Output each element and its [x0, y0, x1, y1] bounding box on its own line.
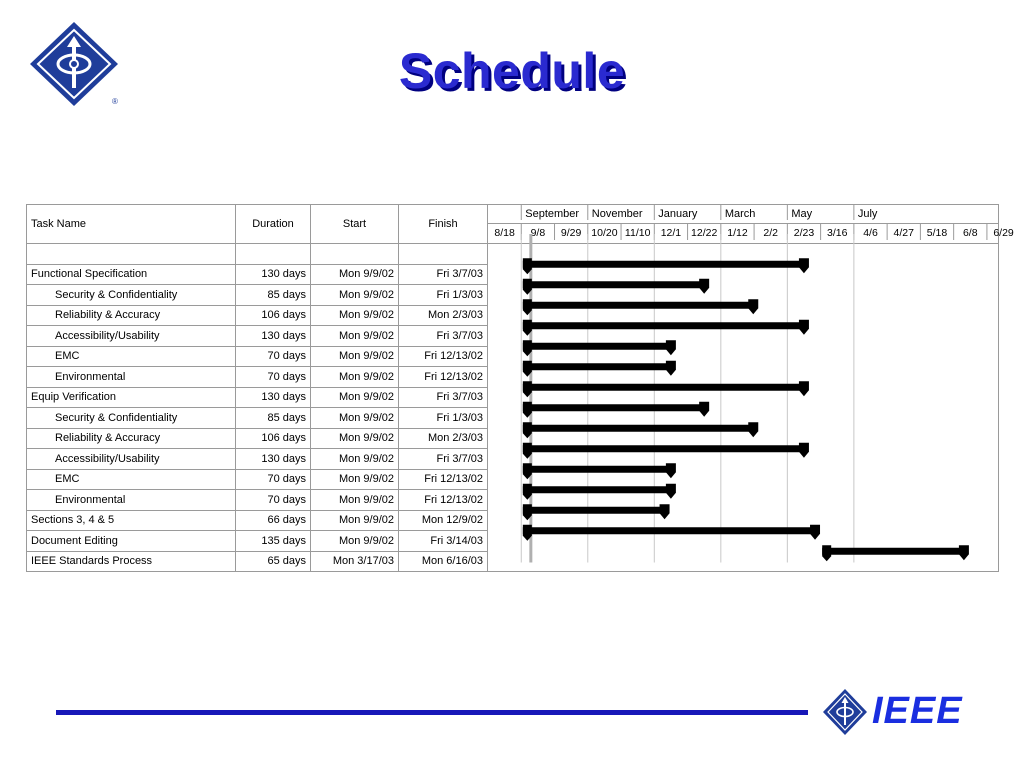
- task-name-cell: Accessibility/Usability: [27, 326, 236, 347]
- week-label: 6/8: [962, 227, 978, 239]
- task-name-cell: Reliability & Accuracy: [27, 305, 236, 326]
- bar-body: [523, 404, 708, 411]
- gantt-bar: [523, 463, 676, 479]
- finish-cell: Mon 12/9/02: [399, 510, 488, 531]
- gantt-bar: [523, 361, 676, 377]
- week-label: 4/6: [863, 227, 878, 239]
- task-name-cell: Functional Specification: [27, 264, 236, 285]
- duration-cell: 70 days: [236, 367, 311, 388]
- week-label: 4/27: [893, 227, 914, 239]
- duration-cell: 85 days: [236, 285, 311, 306]
- week-label: 1/12: [727, 227, 748, 239]
- bar-end-cap: [699, 402, 709, 417]
- bar-end-cap: [959, 545, 969, 560]
- task-name-cell: Reliability & Accuracy: [27, 428, 236, 449]
- gantt-bar: [523, 504, 670, 520]
- start-cell: Mon 3/17/03: [311, 551, 399, 572]
- blank-cell: [399, 244, 488, 265]
- start-cell: Mon 9/9/02: [311, 408, 399, 429]
- bar-end-cap: [799, 258, 809, 273]
- bar-body: [523, 343, 675, 350]
- start-cell: Mon 9/9/02: [311, 367, 399, 388]
- start-cell: Mon 9/9/02: [311, 346, 399, 367]
- bar-body: [523, 486, 675, 493]
- finish-cell: Mon 2/3/03: [399, 428, 488, 449]
- header-duration: Duration: [236, 205, 311, 244]
- week-label: 12/22: [691, 227, 718, 239]
- week-label: 9/8: [530, 227, 546, 239]
- gantt-bar: [523, 299, 758, 315]
- task-name-cell: Accessibility/Usability: [27, 449, 236, 470]
- duration-cell: 130 days: [236, 449, 311, 470]
- gantt-bars: [488, 234, 998, 563]
- task-name-cell: Security & Confidentiality: [27, 408, 236, 429]
- finish-cell: Fri 3/7/03: [399, 264, 488, 285]
- bar-body: [523, 363, 675, 370]
- finish-cell: Fri 12/13/02: [399, 469, 488, 490]
- bar-end-cap: [666, 361, 676, 376]
- start-cell: Mon 9/9/02: [311, 387, 399, 408]
- task-name-cell: EMC: [27, 346, 236, 367]
- gantt-bar: [523, 422, 758, 438]
- duration-cell: 85 days: [236, 408, 311, 429]
- duration-cell: 70 days: [236, 469, 311, 490]
- task-name-cell: IEEE Standards Process: [27, 551, 236, 572]
- gantt-bar: [523, 340, 676, 356]
- finish-cell: Mon 2/3/03: [399, 305, 488, 326]
- start-cell: Mon 9/9/02: [311, 264, 399, 285]
- task-name-cell: Document Editing: [27, 531, 236, 552]
- duration-cell: 130 days: [236, 326, 311, 347]
- duration-cell: 70 days: [236, 346, 311, 367]
- duration-cell: 65 days: [236, 551, 311, 572]
- gantt-bar: [523, 279, 709, 295]
- week-label: 3/16: [827, 227, 848, 239]
- week-label: 2/23: [793, 227, 815, 239]
- month-label: March: [724, 208, 756, 220]
- start-cell: Mon 9/9/02: [311, 428, 399, 449]
- start-cell: Mon 9/9/02: [311, 510, 399, 531]
- duration-cell: 66 days: [236, 510, 311, 531]
- timescale-months: [488, 205, 999, 224]
- footer-rule: [56, 710, 808, 715]
- month-label: September: [525, 208, 580, 220]
- bar-end-cap: [699, 279, 709, 294]
- finish-cell: Fri 3/7/03: [399, 387, 488, 408]
- week-label: 11/10: [624, 227, 651, 239]
- bar-body: [523, 384, 808, 391]
- start-cell: Mon 9/9/02: [311, 305, 399, 326]
- bar-end-cap: [799, 320, 809, 335]
- week-label: 2/2: [763, 227, 779, 239]
- task-name-cell: EMC: [27, 469, 236, 490]
- bar-body: [523, 527, 819, 534]
- finish-cell: Fri 1/3/03: [399, 408, 488, 429]
- duration-cell: 70 days: [236, 490, 311, 511]
- bar-body: [523, 466, 675, 473]
- task-name-cell: Environmental: [27, 490, 236, 511]
- registered-mark: ®: [112, 97, 118, 106]
- blank-cell: [27, 244, 236, 265]
- bar-end-cap: [810, 525, 820, 540]
- timescale-months-svg: [488, 205, 998, 220]
- bar-body: [523, 281, 708, 288]
- bar-end-cap: [666, 463, 676, 478]
- finish-cell: Fri 3/7/03: [399, 449, 488, 470]
- month-label: May: [791, 208, 813, 220]
- page-title: Schedule: [398, 43, 626, 99]
- start-cell: Mon 9/9/02: [311, 469, 399, 490]
- month-label: July: [857, 208, 878, 220]
- bar-body: [523, 322, 808, 329]
- finish-cell: Fri 3/7/03: [399, 326, 488, 347]
- gantt-bar: [822, 545, 969, 561]
- bar-end-cap: [748, 422, 758, 437]
- duration-cell: 130 days: [236, 264, 311, 285]
- week-label: 5/18: [926, 227, 948, 239]
- finish-cell: Fri 12/13/02: [399, 490, 488, 511]
- task-name-cell: Security & Confidentiality: [27, 285, 236, 306]
- header-start: Start: [311, 205, 399, 244]
- bar-body: [523, 261, 808, 268]
- bar-start-cap: [822, 545, 831, 561]
- blank-cell: [311, 244, 399, 265]
- task-name-cell: Equip Verification: [27, 387, 236, 408]
- gantt-bar: [523, 484, 676, 500]
- header-task-name: Task Name: [27, 205, 236, 244]
- gantt-bar: [523, 402, 709, 418]
- task-name-cell: Sections 3, 4 & 5: [27, 510, 236, 531]
- start-cell: Mon 9/9/02: [311, 285, 399, 306]
- bar-end-cap: [666, 340, 676, 355]
- gantt-bar: [523, 381, 809, 397]
- duration-cell: 135 days: [236, 531, 311, 552]
- gantt-bar: [523, 258, 809, 274]
- week-label: 8/18: [494, 227, 515, 239]
- bar-end-cap: [748, 299, 758, 314]
- month-label: November: [591, 208, 643, 220]
- finish-cell: Fri 1/3/03: [399, 285, 488, 306]
- start-cell: Mon 9/9/02: [311, 449, 399, 470]
- bar-end-cap: [799, 443, 809, 458]
- task-name-cell: Environmental: [27, 367, 236, 388]
- finish-cell: Fri 3/14/03: [399, 531, 488, 552]
- month-label: January: [658, 208, 698, 220]
- bar-body: [523, 507, 669, 514]
- finish-cell: Fri 12/13/02: [399, 367, 488, 388]
- brand-wordmark: IEEE: [872, 690, 963, 732]
- bar-end-cap: [666, 484, 676, 499]
- duration-cell: 106 days: [236, 428, 311, 449]
- week-label: 9/29: [560, 227, 582, 239]
- duration-cell: 106 days: [236, 305, 311, 326]
- week-label: 12/1: [660, 227, 682, 239]
- gantt-bar: [523, 443, 809, 459]
- finish-cell: Fri 12/13/02: [399, 346, 488, 367]
- week-label: 6/29: [993, 227, 1014, 239]
- header-finish: Finish: [399, 205, 488, 244]
- start-cell: Mon 9/9/02: [311, 531, 399, 552]
- ieee-diamond-logo-icon: [822, 688, 868, 736]
- gantt-bar: [523, 320, 809, 336]
- start-cell: Mon 9/9/02: [311, 326, 399, 347]
- start-cell: Mon 9/9/02: [311, 490, 399, 511]
- bar-body: [523, 445, 808, 452]
- bar-body: [523, 302, 757, 309]
- bar-body: [822, 548, 968, 555]
- bar-body: [523, 425, 757, 432]
- week-label: 10/20: [591, 227, 618, 239]
- finish-cell: Mon 6/16/03: [399, 551, 488, 572]
- blank-cell: [236, 244, 311, 265]
- duration-cell: 130 days: [236, 387, 311, 408]
- gantt-bar: [523, 525, 820, 541]
- bar-end-cap: [799, 381, 809, 396]
- bar-end-cap: [660, 504, 670, 519]
